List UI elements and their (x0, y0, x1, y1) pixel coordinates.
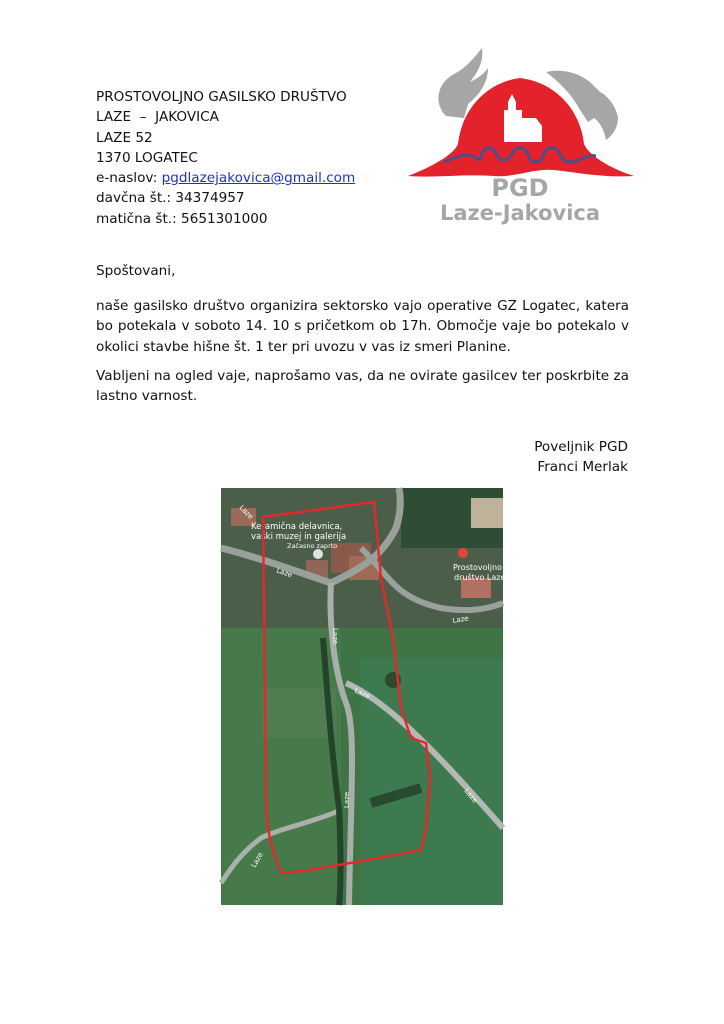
map-road-label: Laze (462, 787, 479, 805)
map-road-label: Laze (331, 628, 339, 645)
map-poi2-line2: društvo Laze- (454, 573, 509, 582)
org-name-line1: PROSTOVOLJNO GASILSKO DRUŠTVO (96, 89, 347, 105)
signature-block (534, 437, 628, 478)
map-poi1-line2: vaški muzej in galerija (251, 532, 347, 542)
greeting: Spoštovani, (96, 263, 176, 279)
poi-marker-firestation (458, 548, 468, 558)
paragraph-invitation: Vabljeni na ogled vaje, naprošamo vas, da ne ovirate gasilcev ter poskrbite za lastno varnost. (96, 368, 629, 405)
email-link[interactable]: pgdlazejakovica@gmail.com (161, 170, 356, 187)
map-road-label: Laze (237, 503, 255, 521)
pgd-logo (404, 44, 636, 224)
postal-city: 1370 LOGATEC (96, 149, 198, 166)
org-name-line2: LAZE – JAKOVICA (96, 109, 219, 126)
map-poi2-line1: Prostovoljno g (453, 563, 510, 572)
map-poi1-line1: Keramična delavnica, (251, 522, 343, 532)
map-road-label: Laze (353, 686, 372, 701)
email-label: e-naslov: (96, 170, 162, 187)
sender-address-block (96, 87, 355, 229)
paragraph-announcement: naše gasilsko društvo organizira sektorsko vajo operative GZ Logatec, katera bo potekala v soboto 14. 10 s pričetkom ob 17h. Območje vaje bo potekalo v okolici stavbe hišne št. 1 ter pri uvozu v vas iz smeri Planine. (96, 298, 629, 355)
signature-name: Franci Merlak (537, 459, 628, 476)
registration-number: matična št.: 5651301000 (96, 210, 268, 227)
map-road-label: Laze (275, 566, 294, 580)
logo-title: PGD (491, 174, 549, 202)
map-road-label: Laze (249, 850, 265, 869)
poi-marker-museum (313, 549, 323, 559)
map-road-label: Laze (451, 614, 470, 625)
satellite-map (221, 488, 510, 905)
logo-subtitle: Laze-Jakovica (439, 201, 601, 225)
street-address: LAZE 52 (96, 129, 153, 146)
map-road-label: Laze (343, 791, 351, 808)
map-field-right (361, 658, 503, 905)
tax-number: davčna št.: 34374957 (96, 190, 245, 207)
email-line (96, 168, 355, 188)
signature-role: Poveljnik PGD (534, 439, 628, 455)
map-poi1-status: Začasno zaprto (287, 542, 338, 550)
map-building (471, 498, 503, 528)
